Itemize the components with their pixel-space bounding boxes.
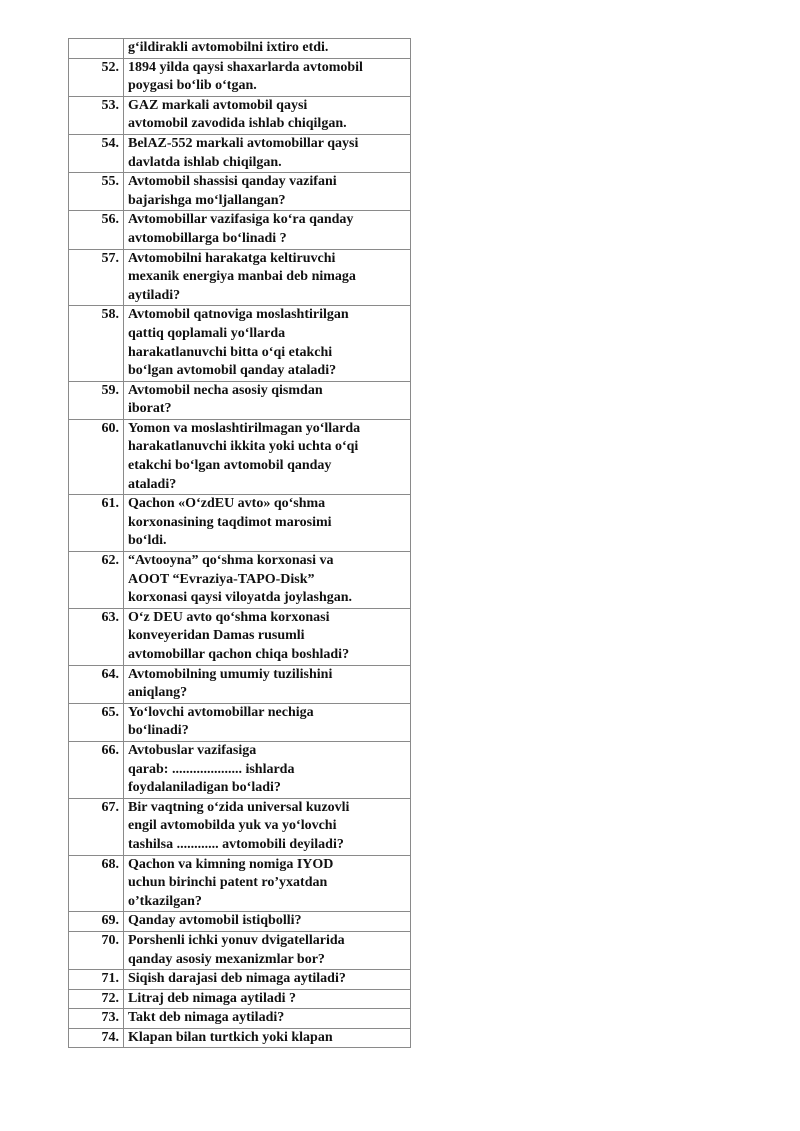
question-text: Avtomobil qatnoviga moslashtirilgan qattiq qoplamali yo‘llarda harakatlanuvchi bitta o‘qi etakchi bo‘lgan avtomobil qanday ataladi? <box>124 306 411 381</box>
table-row <box>69 39 411 59</box>
question-text: Avtomobilning umumiy tuzilishini aniqlang? <box>124 665 411 703</box>
table-row <box>69 703 411 741</box>
question-number: 63. <box>69 608 124 665</box>
question-text: Qanday avtomobil istiqbolli? <box>124 912 411 932</box>
question-text: Avtomobil necha asosiy qismdan iborat? <box>124 381 411 419</box>
question-number: 59. <box>69 381 124 419</box>
question-text: Qachon «O‘zdEU avto» qo‘shma korxonasining taqdimot marosimi bo‘ldi. <box>124 495 411 552</box>
question-text: Yo‘lovchi avtomobillar nechiga bo‘linadi? <box>124 703 411 741</box>
question-text: Avtomobillar vazifasiga ko‘ra qanday avtomobillarga bo‘linadi ? <box>124 211 411 249</box>
question-number: 64. <box>69 665 124 703</box>
question-number <box>69 39 124 59</box>
question-text: BelAZ-552 markali avtomobillar qaysi davlatda ishlab chiqilgan. <box>124 134 411 172</box>
question-text: Avtomobilni harakatga keltiruvchi mexanik energiya manbai deb nimaga aytiladi? <box>124 249 411 306</box>
question-number: 60. <box>69 419 124 494</box>
question-number: 68. <box>69 855 124 912</box>
question-text: GAZ markali avtomobil qaysi avtomobil zavodida ishlab chiqilgan. <box>124 96 411 134</box>
questions-table <box>68 38 411 1048</box>
table-row <box>69 970 411 990</box>
question-number: 69. <box>69 912 124 932</box>
table-row <box>69 249 411 306</box>
question-text: Litraj deb nimaga aytiladi ? <box>124 989 411 1009</box>
question-number: 72. <box>69 989 124 1009</box>
table-row <box>69 495 411 552</box>
question-number: 61. <box>69 495 124 552</box>
question-text: Porshenli ichki yonuv dvigatellarida qanday asosiy mexanizmlar bor? <box>124 931 411 969</box>
table-row <box>69 798 411 855</box>
question-number: 52. <box>69 58 124 96</box>
table-row <box>69 1028 411 1048</box>
table-row <box>69 58 411 96</box>
question-number: 65. <box>69 703 124 741</box>
question-number: 71. <box>69 970 124 990</box>
table-row <box>69 665 411 703</box>
question-number: 53. <box>69 96 124 134</box>
question-text: Takt deb nimaga aytiladi? <box>124 1009 411 1029</box>
question-text: Bir vaqtning o‘zida universal kuzovli engil avtomobilda yuk va yo‘lovchi tashilsa ............ avtomobili deyiladi? <box>124 798 411 855</box>
table-row <box>69 741 411 798</box>
questions-table-body <box>69 39 411 1048</box>
table-row <box>69 855 411 912</box>
question-number: 74. <box>69 1028 124 1048</box>
question-text: 1894 yilda qaysi shaxarlarda avtomobil poygasi bo‘lib o‘tgan. <box>124 58 411 96</box>
question-number: 70. <box>69 931 124 969</box>
question-text: O‘z DEU avto qo‘shma korxonasi konveyeridan Damas rusumli avtomobillar qachon chiqa boshladi? <box>124 608 411 665</box>
question-text: Siqish darajasi deb nimaga aytiladi? <box>124 970 411 990</box>
question-text: g‘ildirakli avtomobilni ixtiro etdi. <box>124 39 411 59</box>
table-row <box>69 211 411 249</box>
question-number: 73. <box>69 1009 124 1029</box>
question-text: “Avtooyna” qo‘shma korxonasi va AOOT “Evraziya-TAPO-Disk” korxonasi qaysi viloyatda joylashgan. <box>124 552 411 609</box>
question-number: 56. <box>69 211 124 249</box>
question-number: 54. <box>69 134 124 172</box>
question-text: Yomon va moslashtirilmagan yo‘llarda harakatlanuvchi ikkita yoki uchta o‘qi etakchi bo‘lgan avtomobil qanday ataladi? <box>124 419 411 494</box>
question-text: Avtobuslar vazifasiga qarab: .................... ishlarda foydalaniladigan bo‘ladi? <box>124 741 411 798</box>
table-row <box>69 931 411 969</box>
question-number: 55. <box>69 173 124 211</box>
question-text: Avtomobil shassisi qanday vazifani bajarishga mo‘ljallangan? <box>124 173 411 211</box>
table-row <box>69 134 411 172</box>
table-row <box>69 552 411 609</box>
table-row <box>69 306 411 381</box>
question-number: 67. <box>69 798 124 855</box>
table-row <box>69 419 411 494</box>
question-text: Qachon va kimning nomiga IYOD uchun birinchi patent ro’yxatdan o’tkazilgan? <box>124 855 411 912</box>
table-row <box>69 989 411 1009</box>
table-row <box>69 173 411 211</box>
table-row <box>69 96 411 134</box>
question-text: Klapan bilan turtkich yoki klapan <box>124 1028 411 1048</box>
table-row <box>69 1009 411 1029</box>
question-number: 57. <box>69 249 124 306</box>
table-row <box>69 608 411 665</box>
question-number: 66. <box>69 741 124 798</box>
question-number: 62. <box>69 552 124 609</box>
question-number: 58. <box>69 306 124 381</box>
table-row <box>69 912 411 932</box>
table-row <box>69 381 411 419</box>
